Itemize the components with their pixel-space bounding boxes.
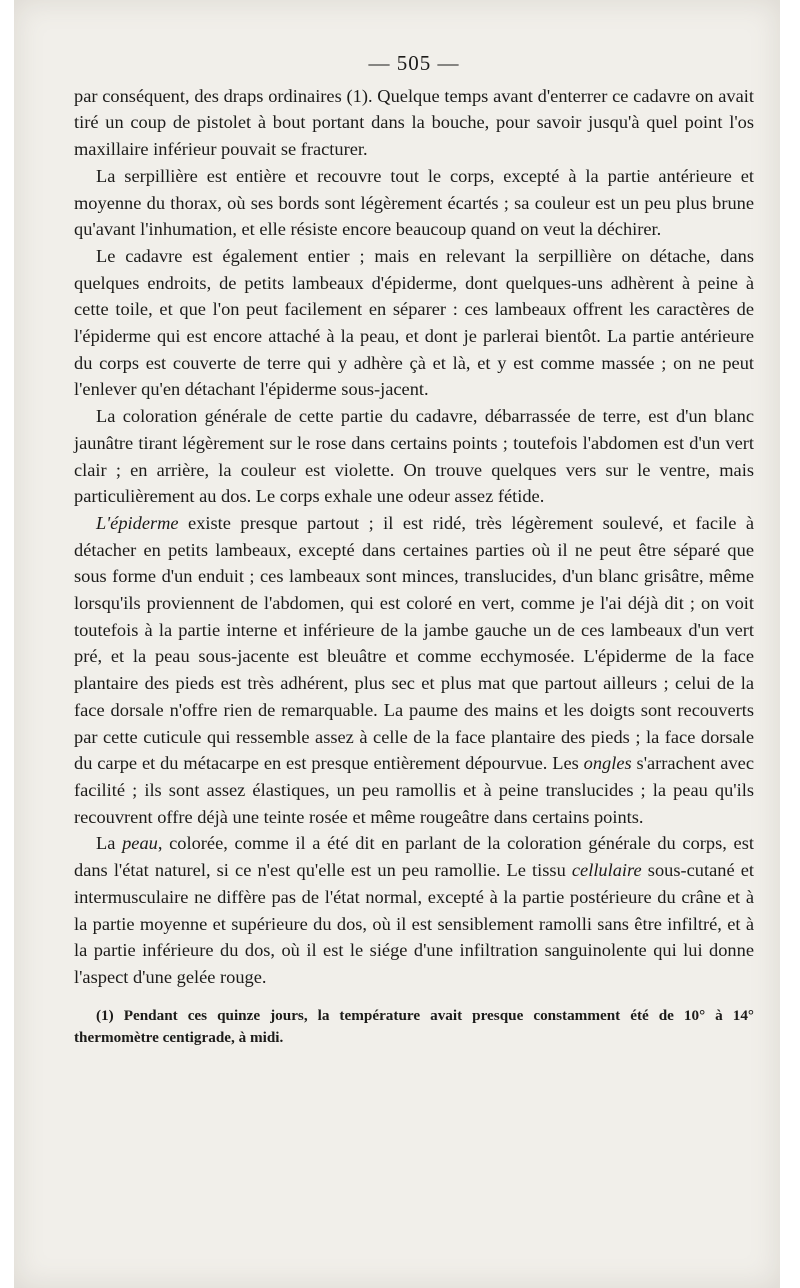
paragraph-peau-text-c: sous-cutané et intermusculaire ne diffère pas de l'état normal, excepté à la partie postérieure du crâne et à la partie moyenne et supérieure du dos, où il est sensiblement ramolli sans être infiltré, et à la partie inférieure du dos, où il est le siége d'une infiltration sanguinolente qui lui donne l'aspect d'une gelée rouge. xyxy=(74,860,754,987)
term-ongles: ongles xyxy=(583,753,632,774)
paragraph-peau xyxy=(74,830,754,990)
page-body xyxy=(74,50,754,1049)
paragraph-epiderme xyxy=(74,510,754,830)
footnote: (1) Pendant ces quinze jours, la température avait presque constamment été de 10° à 14° thermomètre centigrade, à midi. xyxy=(74,1006,754,1046)
scanned-page xyxy=(14,0,780,1288)
paragraph-peau-text-a: La xyxy=(96,833,123,854)
paragraph-epiderme-text-b: s'arrachent avec facilité ; ils sont assez élastiques, un peu ramollis et à peine translucides ; la peau qu'ils recouvrent offre déjà une teinte rosée et même rougeâtre dans certains points. xyxy=(74,753,754,827)
term-peau: peau xyxy=(122,833,158,854)
page-number: — 505 — xyxy=(368,51,460,75)
paragraph-serpilliere: La serpillière est entière et recouvre tout le corps, excepté à la partie antérieure et moyenne du thorax, où ses bords sont légèrement écartés ; sa couleur est un peu plus brune qu'avant l'inhumation, et elle résiste encore beaucoup quand on veut la déchirer. xyxy=(74,165,754,240)
paragraph-continuation: par conséquent, des draps ordinaires (1). Quelque temps avant d'enterrer ce cadavre on avait tiré un coup de pistolet à bout portant dans la bouche, pour savoir jusqu'à quel point l'os maxillaire inférieur pouvait se fracturer. xyxy=(74,85,754,160)
paragraph-epiderme-text-a: existe presque partout ; il est ridé, très légèrement soulevé, et facile à détacher en petits lambeaux, excepté dans certaines parties où il ne peut être séparé que sous forme d'un enduit ; ces lambeaux sont minces, translucides, d'un blanc grisâtre, même lorsqu'ils proviennent de l'abdomen, qui est coloré en vert, comme je l'ai déjà dit ; on voit toutefois à la partie interne et inférieure de la jambe gauche un de ces lambeaux d'un vert pré, et la peau sous-jacente est bleuâtre et comme ecchymosée. L'épiderme de la face plantaire des pieds est très adhérent, plus sec et plus mat que partout ailleurs ; celui de la face dorsale n'offre rien de remarquable. La paume des mains et les doigts sont recouverts par cette cuticule qui ressemble assez à celle de la face plantaire des pieds ; la face dorsale du carpe et du métacarpe en est presque entièrement dépourvue. Les xyxy=(74,512,754,774)
paragraph-cadavre: Le cadavre est également entier ; mais en relevant la serpillière on détache, dans quelques endroits, de petits lambeaux d'épiderme, dont quelques-uns adhèrent à peine à cette toile, et que l'on peut facilement en séparer : ces lambeaux offrent les caractères de l'épiderme qui est encore attaché à la peau, et dont je parlerai bientôt. La partie antérieure du corps est couverte de terre qui y adhère çà et là, et y est comme massée ; on ne peut l'enlever qu'en détachant l'épiderme sous-jacent. xyxy=(74,245,754,400)
paragraph-coloration: La coloration générale de cette partie du cadavre, débarrassée de terre, est d'un blanc jaunâtre tirant légèrement sur le rose dans certains points ; toutefois l'abdomen est d'un vert clair ; en arrière, la couleur est violette. On trouve quelques vers sur le ventre, mais particulièrement au dos. Le corps exhale une odeur assez fétide. xyxy=(74,406,754,507)
term-cellulaire: cellulaire xyxy=(571,860,642,881)
paragraph-peau-text-b: , colorée, comme il a été dit en parlant de la coloration générale du corps, est dans l'état naturel, si ce n'est qu'elle est un peu ramollie. Le tissu xyxy=(74,833,754,881)
term-epiderme: L'épiderme xyxy=(96,512,179,533)
